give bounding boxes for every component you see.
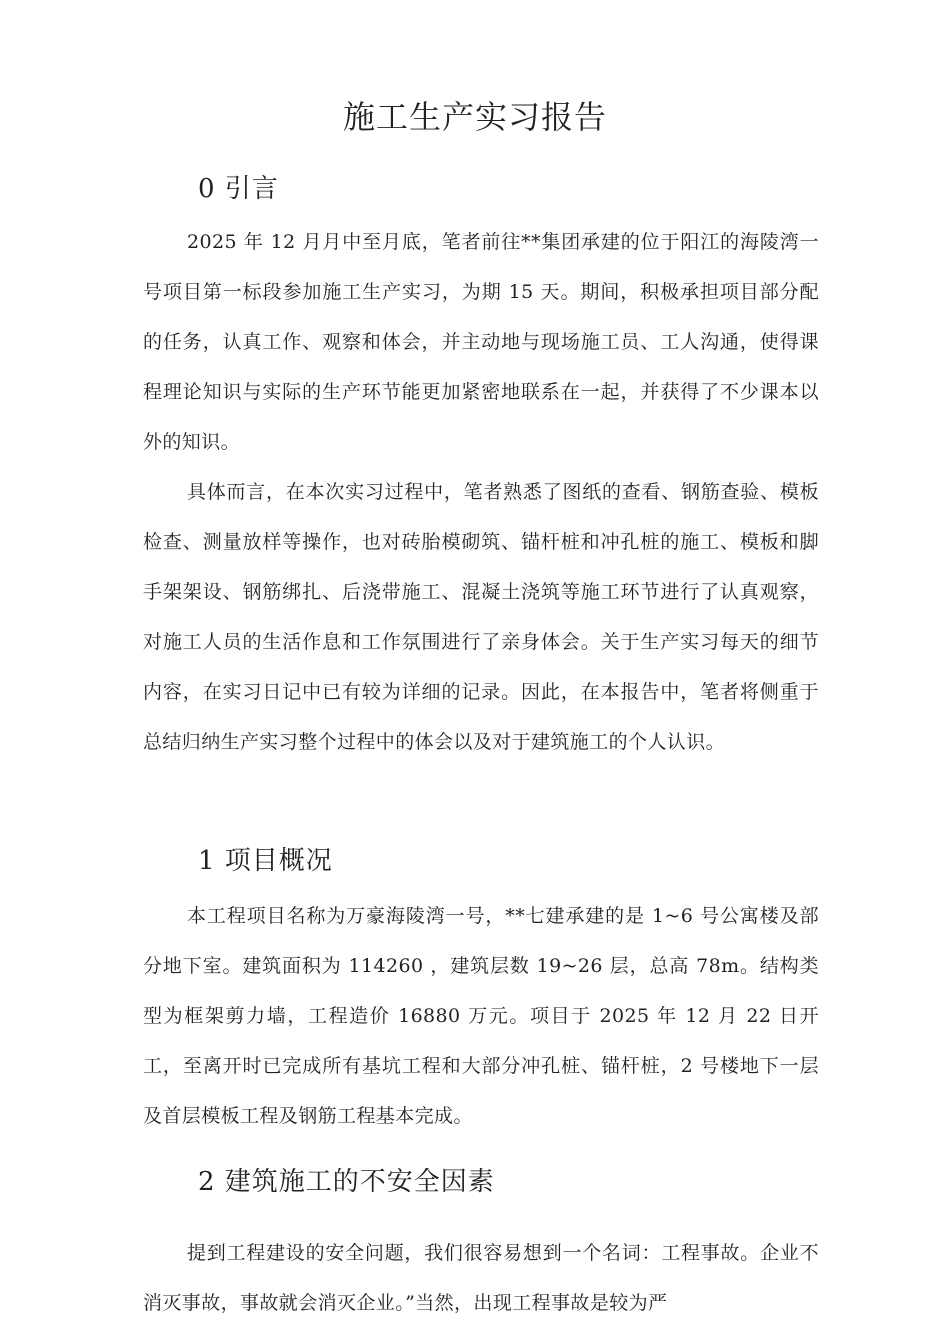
section-heading-project-overview: 1 项目概况 bbox=[198, 846, 333, 876]
paragraph-introduction-1: 2025 年 12 月月中至月底，笔者前往**集团承建的位于阳江的海陵湾一号项目第一标段参加施工生产实习，为期 15 天。期间，积极承担项目部分配的任务，认真工作、观察和体会，并主动地与现场施工员、工人沟通，使得课程理论知识与实际的生产环节能更加紧密地联系在一起，并获得了不少课本以外的知识。 bbox=[143, 231, 819, 453]
paragraph-safety-factors: 提到工程建设的安全问题，我们很容易想到一个名词：工程事故。企业不消灭事故，事故就会消灭企业。”当然，出现工程事故是较为严 bbox=[143, 1242, 819, 1314]
paragraph-introduction-2: 具体而言，在本次实习过程中，笔者熟悉了图纸的查看、钢筋查验、模板检查、测量放样等操作，也对砖胎模砌筑、锚杆桩和冲孔桩的施工、模板和脚手架架设、钢筋绑扎、后浇带施工、混凝土浇筑等施工环节进行了认真观察，对施工人员的生活作息和工作氛围进行了亲身体会。关于生产实习每天的细节内容，在实习日记中已有较为详细的记录。因此，在本报告中，笔者将侧重于总结归纳生产实习整个过程中的体会以及对于建筑施工的个人认识。 bbox=[143, 481, 819, 753]
section-heading-introduction: 0 引言 bbox=[198, 174, 279, 204]
paragraph-project-overview: 本工程项目名称为万豪海陵湾一号，**七建承建的是 1~6 号公寓楼及部分地下室。建筑面积为 114260 ，建筑层数 19~26 层，总高 78m。结构类型为框架剪力墙，工程造价 16880 万元。项目于 2025 年 12 月 22 日开工，至离开时已完成所有基坑工程和大部分冲孔桩、锚杆桩，2 号楼地下一层及首层模板工程及钢筋工程基本完成。 bbox=[143, 905, 819, 1127]
section-heading-safety-factors: 2 建筑施工的不安全因素 bbox=[198, 1167, 495, 1197]
document-title: 施工生产实习报告 bbox=[342, 98, 607, 136]
